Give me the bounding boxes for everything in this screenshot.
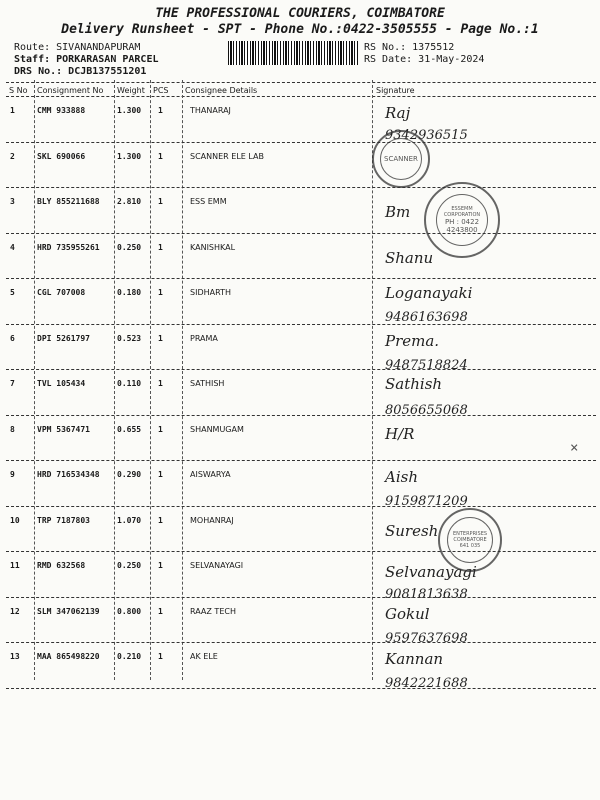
- runsheet-subtitle: Delivery Runsheet - SPT - Phone No.:0422-3505555 - Page No.:1: [61, 22, 539, 37]
- row-divider: [6, 142, 596, 143]
- row-signature: Bm: [385, 203, 411, 221]
- row-weight: 0.655: [117, 424, 142, 434]
- row-signature: Kannan: [385, 650, 444, 668]
- table-top-rule: [6, 82, 596, 83]
- row-sno: 8: [10, 424, 15, 434]
- row-consignee: THANARAJ: [190, 106, 231, 115]
- col-sno: S No: [9, 86, 28, 95]
- row-sno: 2: [10, 151, 15, 161]
- essemm-stamp: [424, 182, 500, 258]
- row-sno: 13: [10, 652, 20, 661]
- col-consignment: Consignment No: [37, 86, 104, 95]
- row-weight: 0.110: [117, 379, 142, 388]
- row-sno: 12: [10, 606, 20, 616]
- x-mark: ×: [570, 440, 579, 456]
- enterprises-stamp-pin: 641 035: [459, 543, 481, 549]
- row-consignment: MAA 865498220: [37, 652, 100, 661]
- row-sno: 7: [10, 379, 15, 388]
- essemm-stamp-phone: PH : 0422: [444, 218, 480, 226]
- row-weight: 0.290: [117, 470, 142, 479]
- row-signature-phone: 9597637698: [385, 630, 468, 646]
- row-consignment: SKL 690066: [37, 151, 86, 161]
- row-divider: [6, 551, 596, 552]
- row-consignment: DPI 5261797: [37, 333, 90, 343]
- drs-number: DRS No.: DCJB137551201: [14, 66, 147, 77]
- row-weight: 1.300: [117, 106, 142, 115]
- row-signature: Selvanayagi: [385, 563, 477, 581]
- row-signature: Raj: [385, 104, 411, 122]
- company-title: THE PROFESSIONAL COURIERS, COIMBATORE: [155, 6, 445, 21]
- row-signature: Sathish: [385, 375, 443, 393]
- row-pcs: 1: [158, 424, 163, 434]
- row-consignment: BLY 855211688: [37, 197, 100, 206]
- row-sno: 1: [10, 106, 15, 115]
- row-consignment: TRP 7187803: [37, 515, 90, 525]
- rs-date: RS Date: 31-May-2024: [364, 54, 485, 65]
- row-consignment: CGL 707008: [37, 288, 86, 297]
- row-pcs: 1: [158, 242, 163, 252]
- col-pcs: PCS: [153, 86, 169, 95]
- row-pcs: 1: [158, 515, 163, 525]
- essemm-stamp-name: ESSEMM CORPORATION: [443, 206, 481, 218]
- row-consignee: SCANNER ELE LAB: [190, 151, 264, 161]
- row-divider: [6, 688, 596, 689]
- row-divider: [6, 233, 596, 234]
- row-weight: 0.800: [117, 606, 142, 616]
- row-divider: [6, 597, 596, 598]
- staff-label: Staff: PORKARASAN PARCEL: [14, 54, 159, 65]
- row-divider: [6, 506, 596, 507]
- row-weight: 0.523: [117, 333, 142, 343]
- scanner-stamp-text: SCANNER: [380, 138, 422, 180]
- enterprises-stamp-name: ENTERPRISES: [452, 531, 488, 537]
- row-consignee: SATHISH: [190, 379, 225, 388]
- row-pcs: 1: [158, 606, 163, 616]
- row-weight: 0.250: [117, 561, 142, 570]
- row-weight: 1.070: [117, 515, 142, 525]
- row-consignee: RAAZ TECH: [190, 606, 236, 616]
- row-pcs: 1: [158, 470, 163, 479]
- row-pcs: 1: [158, 333, 163, 343]
- row-weight: 2.810: [117, 197, 142, 206]
- row-weight: 0.210: [117, 652, 142, 661]
- row-signature: Aish: [385, 468, 418, 486]
- row-sno: 3: [10, 197, 15, 206]
- row-consignment: RMD 632568: [37, 561, 86, 570]
- row-divider: [6, 369, 596, 370]
- row-pcs: 1: [158, 561, 163, 570]
- enterprises-stamp-city: COIMBATORE: [453, 537, 487, 543]
- row-signature: H/R: [385, 424, 415, 443]
- enterprises-stamp: [438, 508, 502, 572]
- row-signature-phone: 9159871209: [385, 494, 468, 509]
- row-consignment: CMM 933888: [37, 106, 86, 115]
- row-consignee: KANISHKAL: [190, 242, 236, 252]
- column-divider: [372, 80, 373, 680]
- row-divider: [6, 415, 596, 416]
- row-consignee: AK ELE: [190, 652, 218, 661]
- row-pcs: 1: [158, 288, 163, 297]
- column-divider: [114, 80, 115, 680]
- row-sno: 5: [10, 288, 15, 297]
- row-sno: 10: [10, 515, 20, 525]
- row-consignee: PRAMA: [190, 333, 218, 343]
- row-pcs: 1: [158, 379, 163, 388]
- column-divider: [182, 80, 183, 680]
- row-consignee: ESS EMM: [190, 197, 227, 206]
- row-pcs: 1: [158, 151, 163, 161]
- row-consignment: SLM 347062139: [37, 606, 100, 616]
- row-signature-phone: 9342936515: [385, 128, 468, 143]
- row-consignee: SHANMUGAM: [190, 424, 244, 434]
- row-signature: Prema.: [385, 331, 440, 350]
- row-consignee: SIDHARTH: [190, 288, 231, 297]
- column-divider: [150, 80, 151, 680]
- row-divider: [6, 642, 596, 643]
- row-consignment: HRD 735955261: [37, 242, 100, 252]
- row-divider: [6, 324, 596, 325]
- row-divider: [6, 187, 596, 188]
- row-sno: 6: [10, 333, 15, 343]
- row-signature-phone: 9486163698: [385, 310, 468, 325]
- row-sno: 4: [10, 242, 15, 252]
- row-signature: Gokul: [385, 604, 430, 623]
- row-consignment: HRD 716534348: [37, 470, 100, 479]
- row-consignment: VPM 5367471: [37, 424, 90, 434]
- rs-number: RS No.: 1375512: [364, 42, 455, 53]
- barcode-image: [228, 41, 358, 65]
- essemm-stamp-number: 4243800: [446, 226, 478, 234]
- col-signature: Signature: [376, 86, 415, 95]
- row-signature-phone: 9081813638: [385, 587, 468, 602]
- row-divider: [6, 460, 596, 461]
- row-weight: 0.180: [117, 288, 142, 297]
- row-pcs: 1: [158, 652, 163, 661]
- col-weight: Weight: [117, 86, 145, 95]
- row-pcs: 1: [158, 106, 163, 115]
- col-consignee: Consignee Details: [185, 86, 258, 95]
- row-weight: 0.250: [117, 242, 142, 252]
- column-divider: [34, 80, 35, 680]
- row-consignee: SELVANAYAGI: [190, 561, 244, 570]
- row-signature: Loganayaki: [385, 284, 473, 302]
- row-sno: 9: [10, 470, 15, 479]
- row-signature-phone: 8056655068: [385, 403, 468, 418]
- route-label: Route: SIVANANDAPURAM: [14, 42, 141, 53]
- row-consignee: MOHANRAJ: [190, 515, 234, 525]
- row-divider: [6, 278, 596, 279]
- row-consignment: TVL 105434: [37, 379, 86, 388]
- row-signature: Shanu: [385, 248, 434, 267]
- scanner-stamp: [372, 130, 430, 188]
- row-signature-phone: 9487518824: [385, 357, 468, 373]
- row-pcs: 1: [158, 197, 163, 206]
- row-sno: 11: [10, 561, 20, 570]
- row-signature: Suresh: [385, 521, 439, 540]
- row-weight: 1.300: [117, 151, 142, 161]
- row-signature-phone: 9842221688: [385, 676, 468, 691]
- row-consignee: AISWARYA: [190, 470, 231, 479]
- table-header-rule: [6, 96, 596, 97]
